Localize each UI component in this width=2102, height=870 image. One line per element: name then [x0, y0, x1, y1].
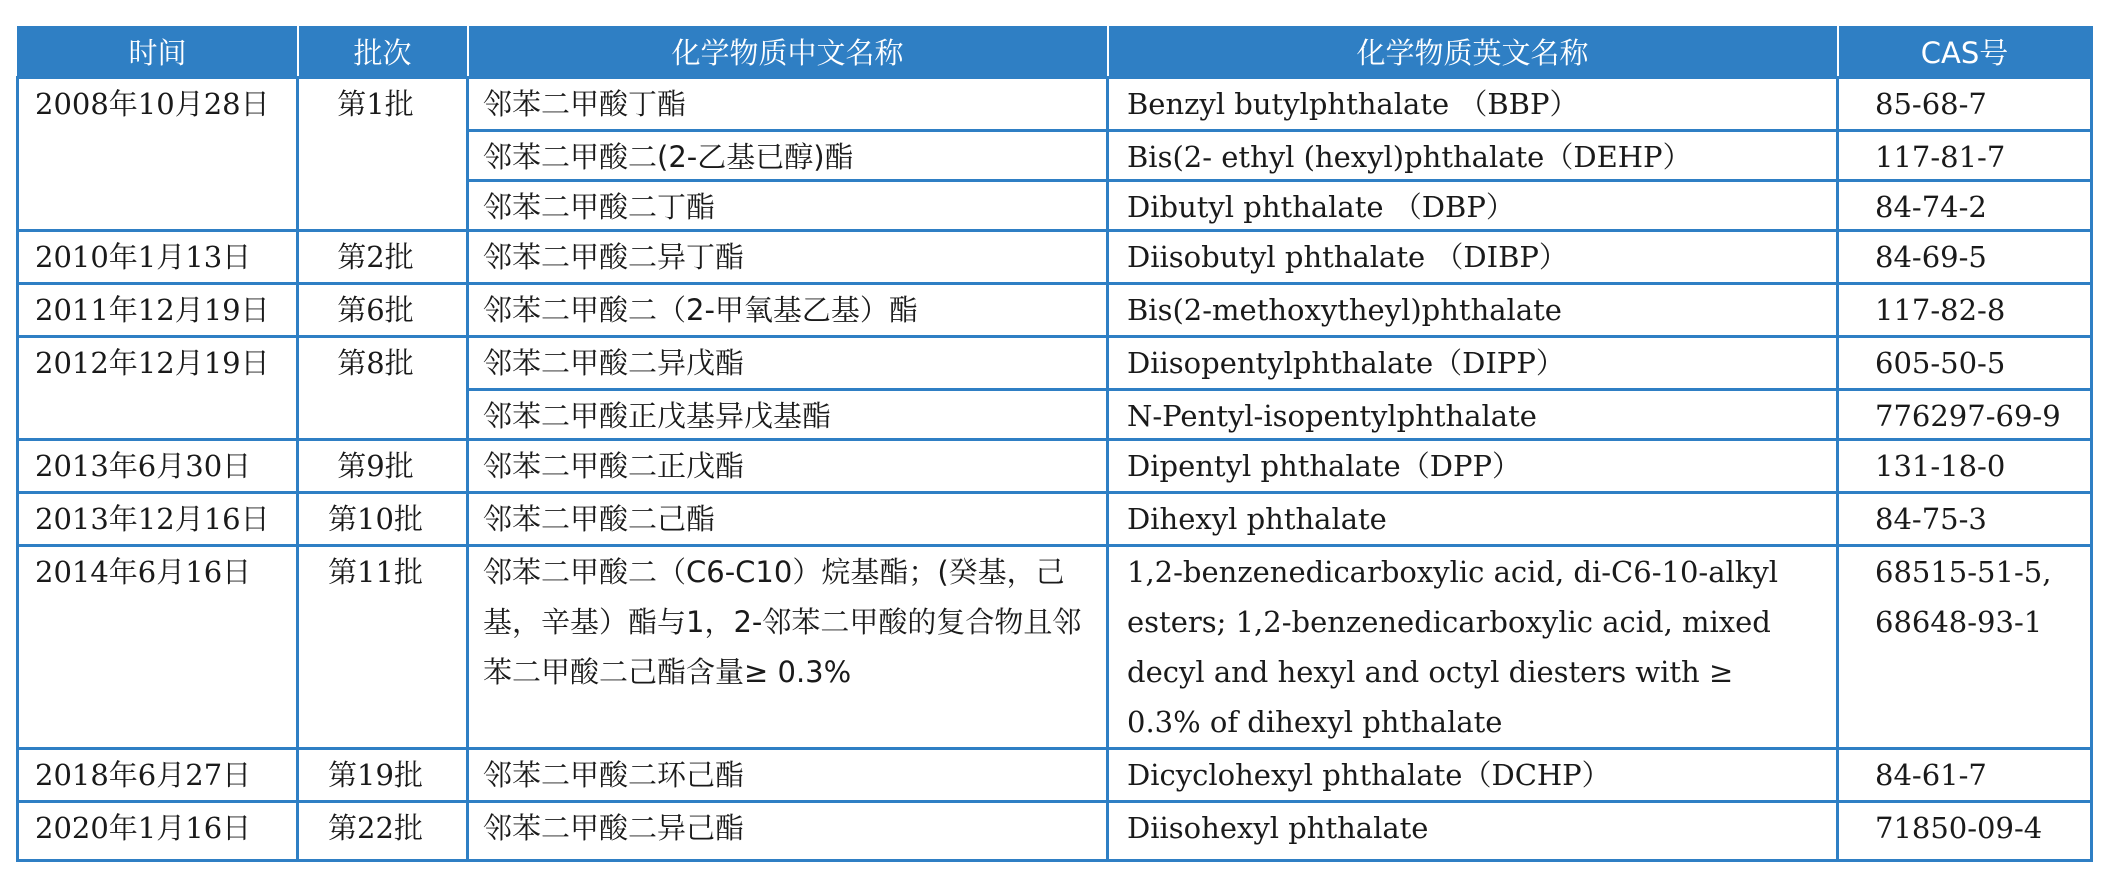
header-cas: CAS号	[1838, 26, 2092, 78]
chemical-en-name: 1,2-benzenedicarboxylic acid, di-C6-10-alkyl esters; 1,2-benzenedicarboxylic acid, mixed decyl and hexyl and octyl diesters with ≥ 0.3% of dihexyl phthalate	[1127, 555, 1778, 739]
chemical-en-name: Dibutyl phthalate （DBP）	[1127, 190, 1515, 224]
cas-number: 84-69-5	[1875, 240, 1987, 274]
cas-number: 117-81-7	[1875, 140, 2006, 174]
row-date: 2011年12月19日	[35, 293, 270, 327]
chemical-en-name: Benzyl butylphthalate （BBP）	[1127, 87, 1579, 121]
row-date: 2020年1月16日	[35, 811, 252, 845]
chemical-cn-name: 邻苯二甲酸二异丁酯	[483, 240, 745, 274]
chemical-en-name: Diisopentylphthalate（DIPP）	[1127, 346, 1565, 380]
row-batch: 第10批	[328, 502, 423, 536]
header-batch: 批次	[298, 26, 468, 78]
table-body	[18, 78, 2092, 861]
row-batch: 第11批	[328, 555, 423, 589]
table-row	[18, 493, 2092, 546]
row-batch: 第22批	[328, 811, 423, 845]
chemical-en-name: Diisobutyl phthalate （DIBP）	[1127, 240, 1568, 274]
row-date: 2012年12月19日	[35, 346, 270, 380]
chemical-cn-name: 邻苯二甲酸二（C6-C10）烷基酯；(癸基，己基，辛基）酯与1，2-邻苯二甲酸的复合物且邻苯二甲酸二己酯含量≥ 0.3%	[483, 555, 1082, 689]
row-date: 2018年6月27日	[35, 758, 252, 792]
table-row	[18, 284, 2092, 337]
row-batch: 第9批	[337, 449, 414, 483]
chemical-cn-name: 邻苯二甲酸二异己酯	[483, 811, 745, 845]
table-row	[18, 440, 2092, 493]
chemical-en-name: Bis(2- ethyl (hexyl)phthalate（DEHP）	[1127, 140, 1692, 174]
table-row	[18, 231, 2092, 284]
row-date: 2013年6月30日	[35, 449, 252, 483]
cas-number: 85-68-7	[1875, 87, 1987, 121]
table-row	[18, 78, 2092, 231]
chemical-cn-name: 邻苯二甲酸二正戊酯	[483, 449, 745, 483]
row-date: 2013年12月16日	[35, 502, 270, 536]
header-en-name: 化学物质英文名称	[1108, 26, 1838, 78]
table-row	[18, 802, 2092, 861]
cas-number: 84-74-2	[1875, 190, 1987, 224]
row-batch: 第1批	[337, 87, 414, 121]
table-row	[18, 546, 2092, 749]
cas-number: 71850-09-4	[1875, 811, 2043, 845]
row-batch: 第8批	[337, 346, 414, 380]
cas-number: 84-75-3	[1875, 502, 1987, 536]
table-row	[18, 749, 2092, 802]
chemical-en-name: Dicyclohexyl phthalate（DCHP）	[1127, 758, 1611, 792]
row-batch: 第2批	[337, 240, 414, 274]
chemical-en-name: Bis(2-methoxytheyl)phthalate	[1127, 293, 1562, 327]
row-date: 2010年1月13日	[35, 240, 252, 274]
cas-number: 117-82-8	[1875, 293, 2006, 327]
chemical-en-name: Dihexyl phthalate	[1127, 502, 1387, 536]
header-date: 时间	[18, 26, 298, 78]
row-batch: 第19批	[328, 758, 423, 792]
chemical-cn-name: 邻苯二甲酸二异戊酯	[483, 346, 745, 380]
table-row	[18, 337, 2092, 440]
chemical-cn-name: 邻苯二甲酸丁酯	[483, 87, 687, 121]
header-cn-name: 化学物质中文名称	[468, 26, 1108, 78]
row-date: 2008年10月28日	[35, 87, 270, 121]
cas-number: 131-18-0	[1875, 449, 2006, 483]
chemical-cn-name: 邻苯二甲酸正戊基异戊基酯	[483, 399, 832, 433]
table-header	[18, 26, 2092, 78]
chemical-cn-name: 邻苯二甲酸二丁酯	[483, 190, 716, 224]
chemical-en-name: Diisohexyl phthalate	[1127, 811, 1429, 845]
cas-number: 605-50-5	[1875, 346, 2006, 380]
chemical-en-name: Dipentyl phthalate（DPP）	[1127, 449, 1521, 483]
chemical-cn-name: 邻苯二甲酸二环己酯	[483, 758, 745, 792]
row-date: 2014年6月16日	[35, 555, 252, 589]
row-batch: 第6批	[337, 293, 414, 327]
svhc-phthalate-table	[16, 26, 2093, 862]
cas-number: 68515-51-5, 68648-93-1	[1875, 555, 2052, 639]
chemical-cn-name: 邻苯二甲酸二（2-甲氧基乙基）酯	[483, 293, 918, 327]
cas-number: 84-61-7	[1875, 758, 1987, 792]
chemical-cn-name: 邻苯二甲酸二己酯	[483, 502, 716, 536]
chemical-en-name: N-Pentyl-isopentylphthalate	[1127, 399, 1537, 433]
cas-number: 776297-69-9	[1875, 399, 2061, 433]
chemical-cn-name: 邻苯二甲酸二(2-乙基已醇)酯	[483, 140, 854, 174]
